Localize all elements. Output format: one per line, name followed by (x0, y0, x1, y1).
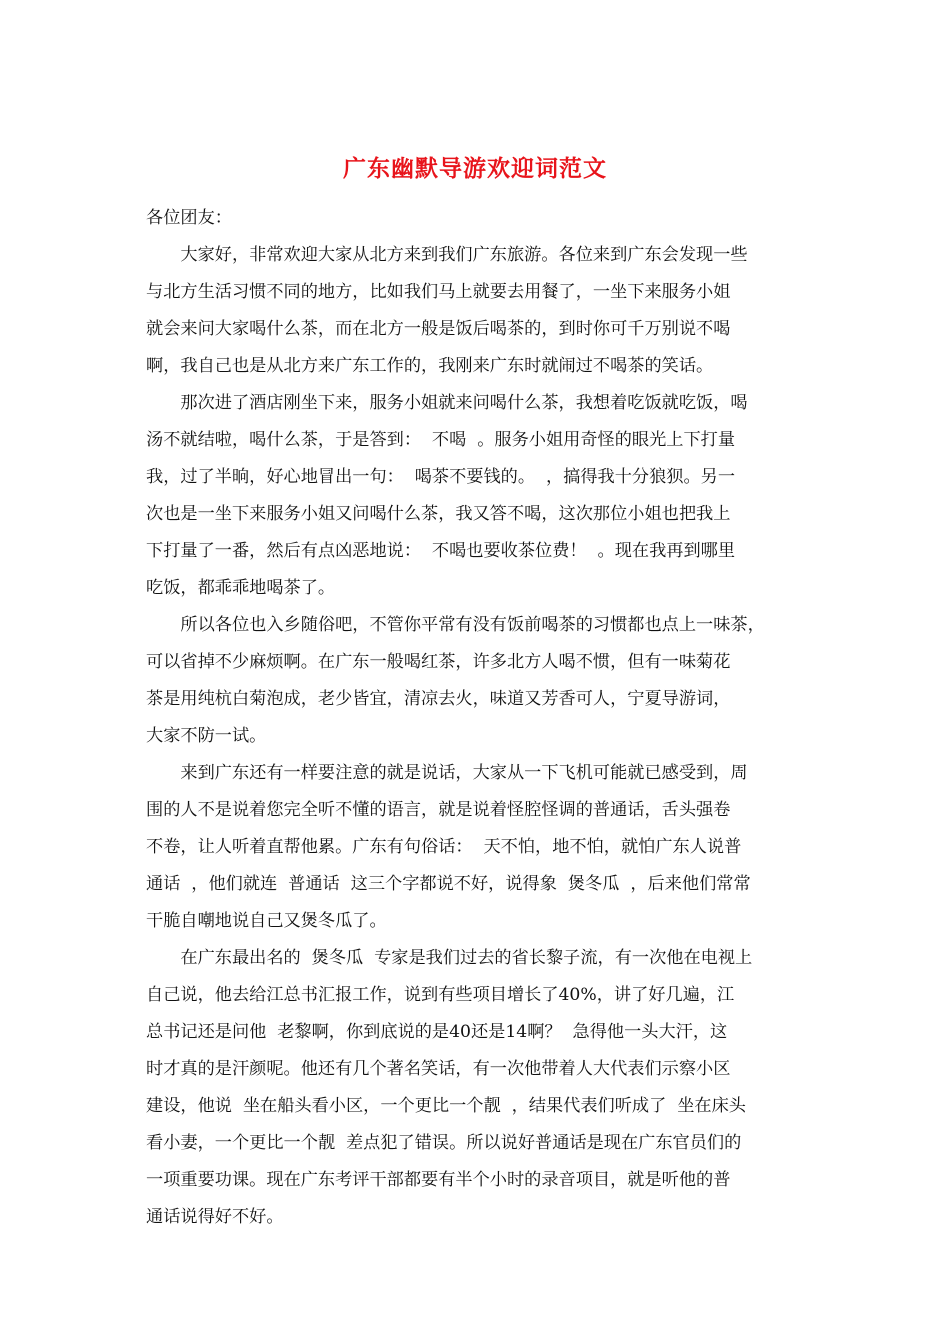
text-line: 大家好，非常欢迎大家从北方来到我们广东旅游。各位来到广东会发现一些 (146, 245, 748, 265)
document-title: 广东幽默导游欢迎词范文 (343, 155, 607, 182)
text-line: 干脆自嘲地说自己又煲冬瓜了。 (146, 911, 387, 931)
text-line: 大家不防一试。 (146, 726, 267, 746)
text-line: 建设，他说 坐在船头看小区，一个更比一个靓 ，结果代表们听成了 坐在床头 (146, 1096, 746, 1116)
text-line: 自己说，他去给江总书汇报工作，说到有些项目增长了40%，讲了好几遍，江 (146, 985, 735, 1005)
text-line: 次也是一坐下来服务小姐又问喝什么茶，我又答不喝，这次那位小姐也把我上 (146, 504, 731, 524)
text-line: 可以省掉不少麻烦啊。在广东一般喝红茶，许多北方人喝不惯，但有一味菊花 (146, 652, 731, 672)
text-line: 与北方生活习惯不同的地方，比如我们马上就要去用餐了，一坐下来服务小姐 (146, 282, 731, 302)
text-line: 我，过了半晌，好心地冒出一句： 喝茶不要钱的。 ，搞得我十分狼狈。另一 (146, 467, 736, 487)
text-line: 汤不就结啦，喝什么茶，于是答到： 不喝 。服务小姐用奇怪的眼光上下打量 (146, 430, 736, 450)
text-line: 吃饭，都乖乖地喝茶了。 (146, 578, 336, 598)
text-line: 总书记还是问他 老黎啊，你到底说的是40还是14啊？ 急得他一头大汗，这 (146, 1022, 728, 1042)
text-line: 各位团友： (146, 208, 232, 228)
text-line: 就会来问大家喝什么茶，而在北方一般是饭后喝茶的，到时你可千万别说不喝 (146, 319, 731, 339)
text-line: 看小妻，一个更比一个靓 差点犯了错误。所以说好普通话是现在广东官员们的 (146, 1133, 742, 1153)
text-line: 来到广东还有一样要注意的就是说话，大家从一下飞机可能就已感受到，周 (146, 763, 748, 783)
text-line: 在广东最出名的 煲冬瓜 专家是我们过去的省长黎子流，有一次他在电视上 (146, 948, 753, 968)
text-line: 啊，我自己也是从北方来广东工作的，我刚来广东时就闹过不喝茶的笑话。 (146, 356, 714, 376)
text-line: 一项重要功课。现在广东考评干部都要有半个小时的录音项目，就是听他的普 (146, 1170, 731, 1190)
text-line: 围的人不是说着您完全听不懂的语言，就是说着怪腔怪调的普通话，舌头强卷 (146, 800, 731, 820)
text-line: 那次进了酒店刚坐下来，服务小姐就来问喝什么茶，我想着吃饭就吃饭，喝 (146, 393, 748, 413)
text-line: 不卷，让人听着直帮他累。广东有句俗话： 天不怕，地不怕，就怕广东人说普 (146, 837, 742, 857)
text-line: 所以各位也入乡随俗吧，不管你平常有没有饭前喝茶的习惯都也点上一味茶， (146, 615, 765, 635)
text-line: 通话说得好不好。 (146, 1207, 284, 1227)
text-line: 下打量了一番，然后有点凶恶地说： 不喝也要收茶位费！ 。现在我再到哪里 (146, 541, 736, 561)
text-line: 茶是用纯杭白菊泡成，老少皆宜，清凉去火，味道又芳香可人，宁夏导游词， (146, 689, 731, 709)
text-line: 通话 ，他们就连 普通话 这三个字都说不好，说得象 煲冬瓜 ，后来他们常常 (146, 874, 751, 894)
text-line: 时才真的是汗颜呢。他还有几个著名笑话，有一次他带着人大代表们示察小区 (146, 1059, 731, 1079)
